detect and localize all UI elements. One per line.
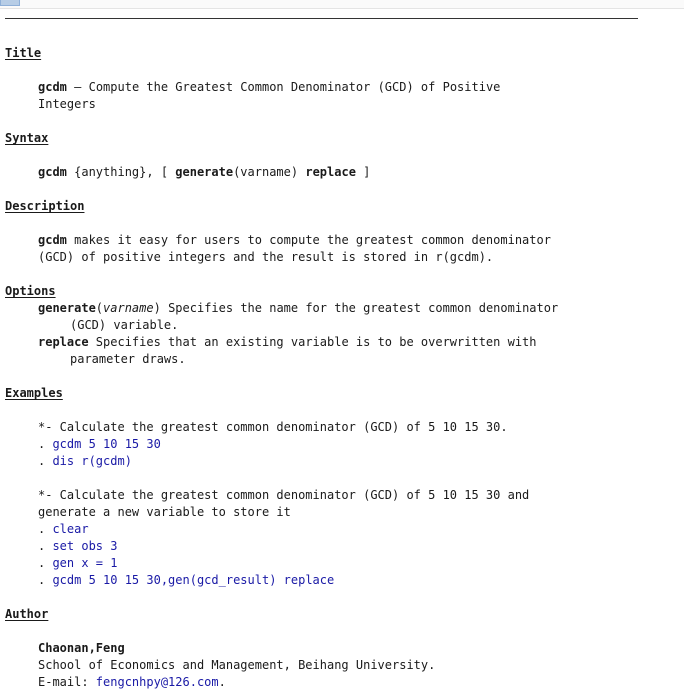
- example1-command-line: [38, 453, 132, 470]
- author-name: Chaonan,Feng: [38, 641, 125, 655]
- title-line-1: [38, 79, 500, 96]
- syntax-option-generate: generate: [175, 165, 234, 179]
- description-command: gcdm: [38, 233, 67, 247]
- example2-command-gen-link[interactable]: gen x = 1: [52, 556, 118, 570]
- author-affiliation: School of Economics and Management, Beihang University.: [38, 658, 436, 672]
- author-email-line: [38, 674, 226, 691]
- option-generate-paren-close: ): [153, 301, 161, 315]
- window-top-strip: [0, 0, 684, 9]
- option-generate-name: generate: [38, 301, 96, 315]
- option-generate-paren-open: (: [95, 301, 104, 315]
- option-replace-desc: Specifies that an existing variable is to be overwritten with: [88, 335, 537, 349]
- syntax-anything: {anything}, [: [66, 165, 176, 179]
- title-line-2: Integers: [38, 97, 96, 111]
- horizontal-rule: [5, 18, 638, 19]
- heading-examples: Examples: [5, 386, 63, 400]
- command-prompt: .: [38, 454, 53, 468]
- option-generate-arg: varname: [103, 301, 154, 315]
- option-generate-desc: Specifies the name for the greatest common denominator: [160, 301, 559, 315]
- example2-command-line: [38, 572, 334, 589]
- example2-command-line: [38, 521, 89, 538]
- option-generate-line-1: [38, 300, 558, 317]
- example1-command-gcdm-link[interactable]: gcdm 5 10 15 30: [52, 437, 161, 451]
- option-replace-line-2: parameter draws.: [70, 352, 186, 366]
- title-text: Compute the Greatest Common Denominator (GCD) of Positive: [88, 80, 501, 94]
- command-prompt: .: [38, 573, 53, 587]
- example1-comment: *- Calculate the greatest common denominator (GCD) of 5 10 15 30.: [38, 420, 508, 434]
- example1-command-line: [38, 436, 161, 453]
- example2-command-gcdm-link[interactable]: gcdm 5 10 15 30,gen(gcd_result) replace: [52, 573, 335, 587]
- syntax-option-generate-arg: (varname): [233, 165, 299, 179]
- command-prompt: .: [38, 437, 53, 451]
- window-menu-icon[interactable]: [0, 0, 20, 6]
- heading-description: Description: [5, 199, 85, 213]
- example2-command-line: [38, 555, 117, 572]
- email-period: .: [218, 675, 226, 689]
- example1-command-dis-link[interactable]: dis r(gcdm): [52, 454, 132, 468]
- command-prompt: .: [38, 556, 53, 570]
- syntax-option-replace: replace: [305, 165, 356, 179]
- example2-comment-line-2: generate a new variable to store it: [38, 505, 291, 519]
- heading-author: Author: [5, 607, 49, 621]
- description-line-2: (GCD) of positive integers and the result is stored in r(gcdm).: [38, 250, 494, 264]
- syntax-command: gcdm: [38, 165, 67, 179]
- example2-command-set-obs-link[interactable]: set obs 3: [52, 539, 118, 553]
- option-replace-line-1: [38, 334, 537, 351]
- option-generate-line-2: (GCD) variable.: [70, 318, 179, 332]
- title-command: gcdm: [38, 80, 67, 94]
- example2-command-clear-link[interactable]: clear: [52, 522, 89, 536]
- email-link[interactable]: fengcnhpy@126.com: [95, 675, 219, 689]
- description-line-1: [38, 232, 551, 249]
- email-label: E-mail:: [38, 675, 96, 689]
- example2-comment-line-1: *- Calculate the greatest common denominator (GCD) of 5 10 15 30 and: [38, 488, 530, 502]
- heading-options: Options: [5, 284, 56, 298]
- syntax-line: [38, 164, 370, 181]
- example2-command-line: [38, 538, 117, 555]
- heading-title: Title: [5, 46, 42, 60]
- title-dash: —: [66, 80, 89, 94]
- command-prompt: .: [38, 539, 53, 553]
- heading-syntax: Syntax: [5, 131, 49, 145]
- description-text-1: makes it easy for users to compute the greatest common denominator: [66, 233, 551, 247]
- option-replace-name: replace: [38, 335, 89, 349]
- command-prompt: .: [38, 522, 53, 536]
- syntax-close: ]: [355, 165, 371, 179]
